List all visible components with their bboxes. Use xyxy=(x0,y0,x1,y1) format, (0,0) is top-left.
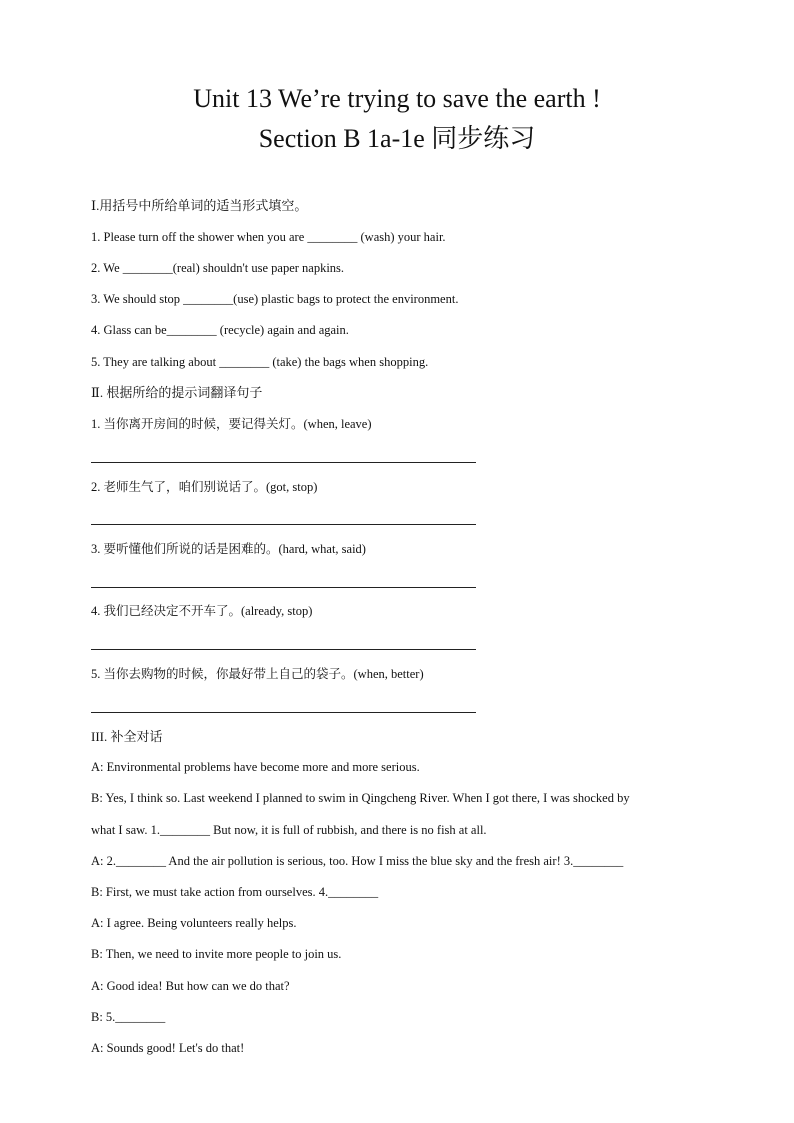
answer-line-1 xyxy=(91,462,476,463)
title-line-2: Section B 1a-1e 同步练习 xyxy=(258,124,536,153)
answer-line-4 xyxy=(91,649,476,650)
dialogue-line-5: B: First, we must take action from ourselves. 4.________ xyxy=(91,885,379,899)
answer-line-3 xyxy=(91,587,476,588)
section-2-item-4: 4. 我们已经决定不开车了。(already, stop) xyxy=(91,604,313,618)
section-2-item-3: 3. 要听懂他们所说的话是困难的。(hard, what, said) xyxy=(91,542,366,556)
section-1-item-3: 3. We should stop ________(use) plastic bags to protect the environment. xyxy=(91,292,459,306)
dialogue-line-6: A: I agree. Being volunteers really helps. xyxy=(91,916,297,930)
section-1-item-2: 2. We ________(real) shouldn't use paper napkins. xyxy=(91,261,345,275)
section-1-item-5: 5. They are talking about ________ (take) the bags when shopping. xyxy=(91,355,429,369)
section-2-item-1: 1. 当你离开房间的时候，要记得关灯。(when, leave) xyxy=(91,417,372,431)
section-1-item-1: 1. Please turn off the shower when you are ________ (wash) your hair. xyxy=(91,230,446,244)
dialogue-line-9: B: 5.________ xyxy=(91,1010,166,1024)
answer-line-2 xyxy=(91,524,476,525)
dialogue-line-7: B: Then, we need to invite more people to join us. xyxy=(91,947,342,961)
section-2-item-2: 2. 老师生气了，咱们别说话了。(got, stop) xyxy=(91,480,318,494)
dialogue-line-8: A: Good idea! But how can we do that? xyxy=(91,979,290,993)
section-2-item-5: 5. 当你去购物的时候，你最好带上自己的袋子。(when, better) xyxy=(91,667,424,681)
section-1-item-4: 4. Glass can be________ (recycle) again and again. xyxy=(91,323,349,337)
answer-line-5 xyxy=(91,712,476,713)
dialogue-line-10: A: Sounds good! Let's do that! xyxy=(91,1041,245,1055)
dialogue-line-4: A: 2.________ And the air pollution is serious, too. How I miss the blue sky and the fresh air! 3.________ xyxy=(91,854,624,868)
section-2-heading: Ⅱ. 根据所给的提示词翻译句子 xyxy=(91,385,263,400)
section-3-heading: III. 补全对话 xyxy=(91,729,163,744)
section-1-heading: Ⅰ.用括号中所给单词的适当形式填空。 xyxy=(91,198,308,213)
dialogue-line-3: what I saw. 1.________ But now, it is full of rubbish, and there is no fish at all. xyxy=(91,823,487,837)
dialogue-line-1: A: Environmental problems have become more and more serious. xyxy=(91,760,420,774)
dialogue-line-2: B: Yes, I think so. Last weekend I planned to swim in Qingcheng River. When I got there, I was shocked by xyxy=(91,791,630,805)
title-line-1: Unit 13 We’re trying to save the earth ! xyxy=(193,84,601,113)
